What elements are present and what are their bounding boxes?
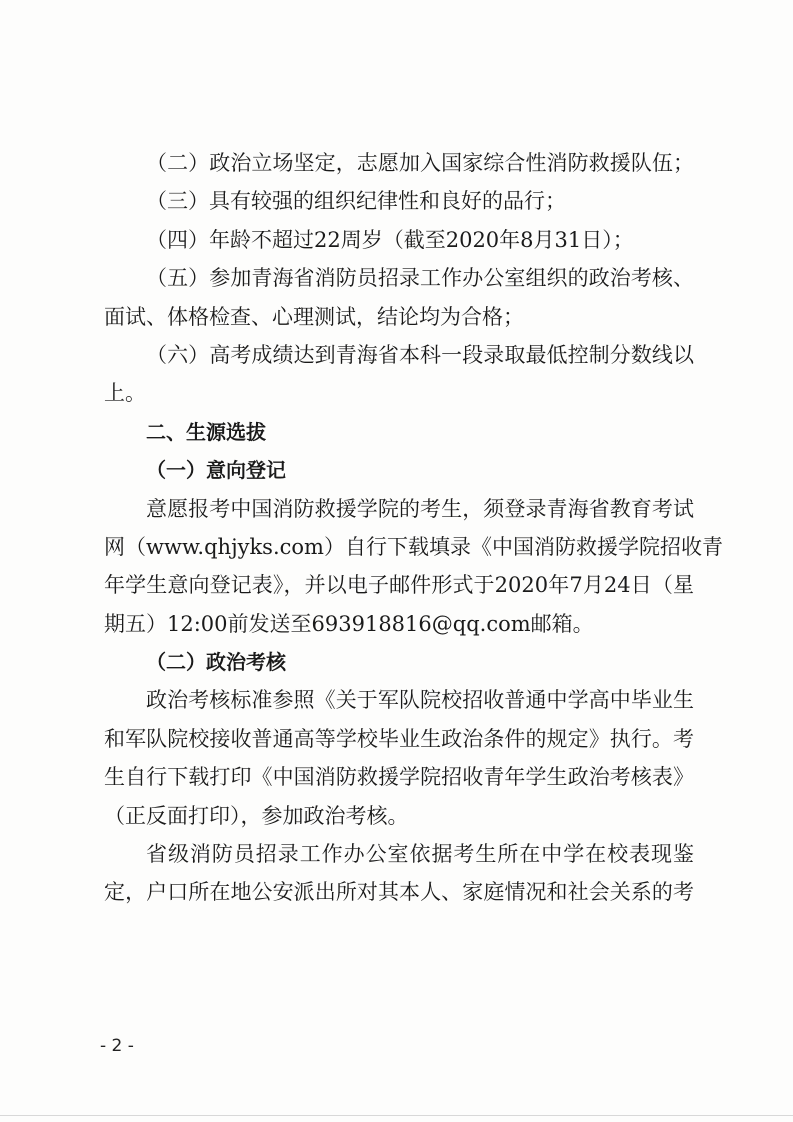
body-text-line: 定，户口所在地公安派出所对其本人、家庭情况和社会关系的考 <box>104 880 694 905</box>
body-text-line: 意愿报考中国消防救援学院的考生，须登录青海省教育考试 <box>146 496 694 521</box>
body-text-line: （六）高考成绩达到青海省本科一段录取最低控制分数线以 <box>146 342 694 367</box>
body-text-line: （二）政治立场坚定，志愿加入国家综合性消防救援队伍； <box>146 151 694 175</box>
body-text-line: 和军队院校接收普通高等学校毕业生政治条件的规定》执行。考 <box>104 726 694 751</box>
body-text-line: 网（www.qhjyks.com）自行下载填录《中国消防救援学院招收青 <box>104 534 723 559</box>
subsection-heading: （二）政治考核 <box>146 650 286 675</box>
page-number: - 2 - <box>100 1036 134 1056</box>
body-text-line: 期五）12:00前发送至693918816@qq.com邮箱。 <box>104 611 594 636</box>
body-text-line: （正反面打印），参加政治考核。 <box>104 803 409 828</box>
body-text-line: 上。 <box>104 381 146 406</box>
body-text-line: 面试、体格检查、心理测试，结论均为合格； <box>104 304 524 329</box>
body-text-line: （五）参加青海省消防员招录工作办公室组织的政治考核、 <box>146 266 694 291</box>
body-text-line: 政治考核标准参照《关于军队院校招收普通中学高中毕业生 <box>146 688 694 713</box>
body-text-line: 省级消防员招录工作办公室依据考生所在中学在校表现鉴 <box>146 842 694 867</box>
body-text-line: （四）年龄不超过22周岁（截至2020年8月31日）； <box>146 227 634 252</box>
body-text-line: （三）具有较强的组织纪律性和良好的品行； <box>146 189 566 214</box>
section-heading: 二、生源选拔 <box>146 419 266 444</box>
body-text-line: 年学生意向登记表》，并以电子邮件形式于2020年7月24日（星 <box>104 573 694 598</box>
document-body <box>104 144 723 912</box>
subsection-heading: （一）意向登记 <box>146 458 286 483</box>
page-edge-divider <box>0 1115 793 1116</box>
body-text-line: 生自行下载打印《中国消防救援学院招收青年学生政治考核表》 <box>104 765 694 790</box>
